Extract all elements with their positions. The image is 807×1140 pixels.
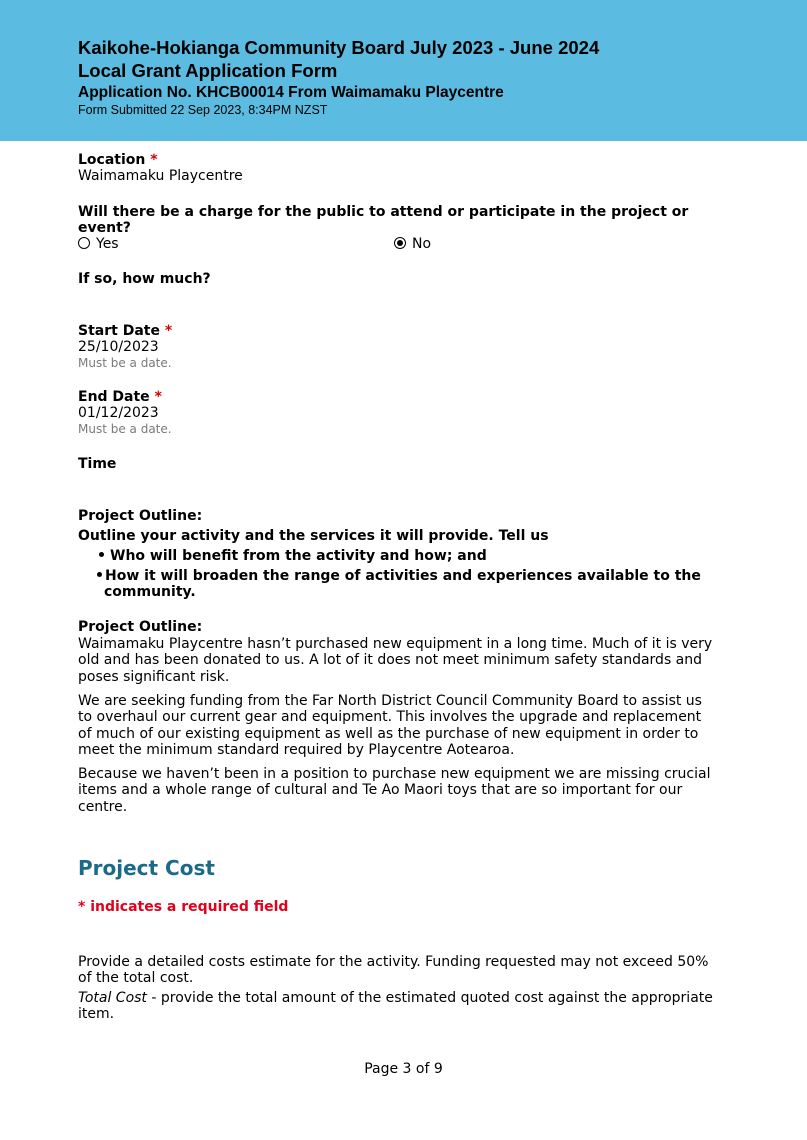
- end-date-label: [78, 389, 162, 405]
- outline-paragraph-3: Because we haven’t been in a position to purchase new equipment we are missing crucial items and a whole range of cultural and Te Ao Maori toys that are so important for our centre.: [78, 766, 711, 815]
- charge-question-line1: Will there be a charge for the public to attend or participate in the project or: [78, 204, 689, 220]
- time-label: Time: [78, 456, 117, 472]
- outline-paragraph-2: We are seeking funding from the Far North District Council Community Board to assist us to overhaul our current gear and equipment. This involves the upgrade and replacement of much of our existing equipment as well as the purchase of new equipment in order to meet the minimum standard required by Playcentre Aotearoa.: [78, 693, 702, 758]
- outline-heading: Project Outline:: [78, 508, 203, 524]
- required-mark: *: [154, 389, 162, 405]
- outline-intro: Outline your activity and the services it will provide. Tell us: [78, 528, 549, 544]
- start-date-label: [78, 323, 172, 339]
- radio-no-label: No: [412, 236, 432, 252]
- radio-yes-circle[interactable]: [78, 237, 90, 249]
- bullet-2-text: How it will broaden the range of activities and experiences available to the: [105, 568, 701, 584]
- submitted-date: Form Submitted 22 Sep 2023, 8:34PM NZST: [78, 103, 328, 117]
- location-value: Waimamaku Playcentre: [78, 168, 243, 184]
- radio-no-circle[interactable]: [394, 237, 406, 249]
- application-number: Application No. KHCB00014 From Waimamaku Playcentre: [78, 84, 504, 101]
- total-cost-term: Total Cost: [78, 990, 147, 1006]
- total-cost-desc: - provide the total amount of the estimated quoted cost against the appropriate item.: [78, 990, 713, 1023]
- bullet-1-text: Who will benefit from the activity and how; and: [110, 548, 487, 564]
- total-cost-instruction: [78, 990, 718, 1023]
- form-title: Local Grant Application Form: [78, 60, 338, 81]
- cost-instruction: Provide a detailed costs estimate for the activity. Funding requested may not exceed 50% of the total cost.: [78, 954, 709, 987]
- outline-bullet-2: [97, 568, 701, 584]
- radio-yes[interactable]: [78, 236, 119, 252]
- page-number: Page 3 of 9: [364, 1061, 443, 1077]
- board-title: Kaikohe-Hokianga Community Board July 2023 - June 2024: [78, 37, 600, 58]
- required-mark: *: [164, 323, 173, 339]
- end-date-hint: Must be a date.: [78, 422, 172, 436]
- radio-no[interactable]: [394, 236, 431, 252]
- end-date-label-text: End Date: [78, 389, 150, 405]
- radio-yes-label: Yes: [96, 236, 119, 252]
- outline-answer-label: Project Outline:: [78, 619, 203, 635]
- end-date-value: 01/12/2023: [78, 405, 159, 421]
- outline-bullet-2-cont: community.: [104, 584, 196, 600]
- required-mark: *: [150, 152, 158, 168]
- project-cost-title: Project Cost: [78, 856, 215, 880]
- bullet-icon: [99, 552, 104, 557]
- start-date-hint: Must be a date.: [78, 356, 172, 370]
- charge-question-line2: event?: [78, 220, 131, 236]
- outline-bullet-1: [99, 548, 487, 564]
- location-label: [78, 152, 158, 168]
- required-field-note: * indicates a required field: [78, 899, 289, 915]
- how-much-label: If so, how much?: [78, 271, 211, 287]
- outline-paragraph-1: Waimamaku Playcentre hasn’t purchased new equipment in a long time. Much of it is very old and has been donated to us. A lot of it does not meet minimum safety standards and poses significant risk.: [78, 636, 713, 685]
- start-date-value: 25/10/2023: [78, 339, 159, 355]
- start-date-label-text: Start Date: [78, 323, 160, 339]
- bullet-icon: [97, 572, 102, 577]
- location-label-text: Location: [78, 152, 146, 168]
- header-band: [0, 0, 807, 141]
